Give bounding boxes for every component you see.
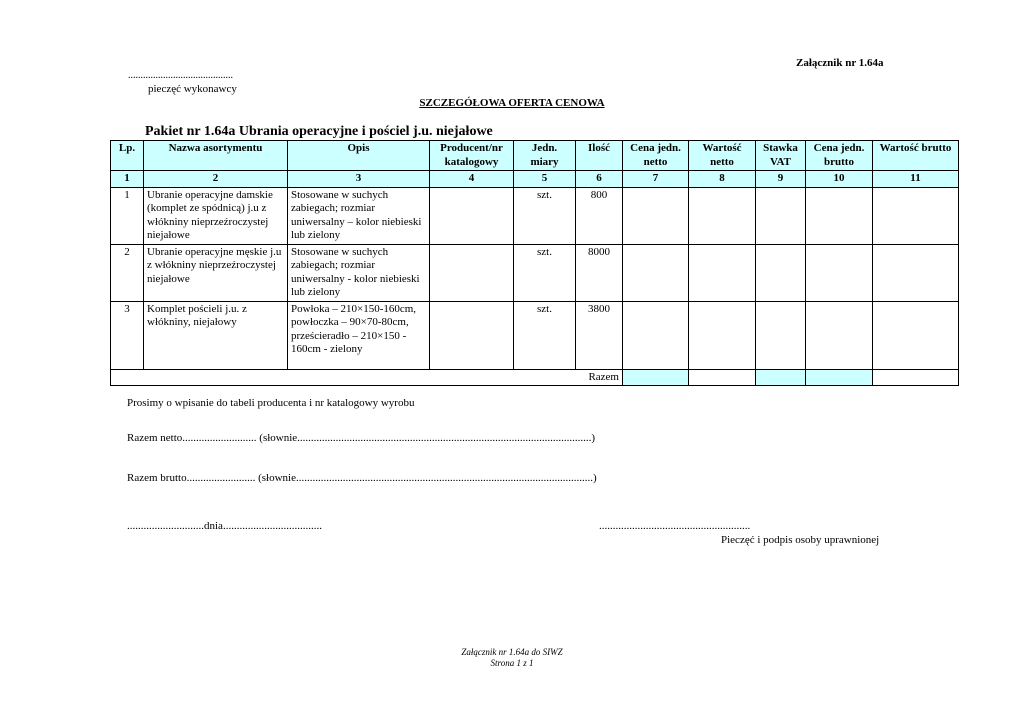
col-header-unit: Jedn. miary xyxy=(514,141,576,171)
attachment-label: Załącznik nr 1.64a xyxy=(796,57,884,69)
col-header-qty: Ilość xyxy=(576,141,623,171)
col-header-vat: Stawka VAT xyxy=(756,141,806,171)
cell-lp: 1 xyxy=(111,187,144,244)
cell-value-net[interactable] xyxy=(689,301,756,369)
column-number-row xyxy=(111,171,959,188)
total-unit-net xyxy=(623,369,689,386)
total-net-words-line: Razem netto........................... (słownie...........................................................................................................) xyxy=(127,432,596,444)
col-number: 2 xyxy=(144,171,288,188)
total-value-net[interactable] xyxy=(689,369,756,386)
offer-title: SZCZEGÓŁOWA OFERTA CENOWA xyxy=(419,97,605,109)
footer-attachment: Załącznik nr 1.64a do SIWZ xyxy=(461,647,563,657)
cell-vat[interactable] xyxy=(756,244,806,301)
col-header-value-gross: Wartość brutto xyxy=(873,141,959,171)
cell-qty: 800 xyxy=(576,187,623,244)
col-number: 8 xyxy=(689,171,756,188)
cell-unit-gross[interactable] xyxy=(806,187,873,244)
package-title: Pakiet nr 1.64a Ubrania operacyjne i pościel j.u. niejałowe xyxy=(145,124,493,139)
col-header-name: Nazwa asortymentu xyxy=(144,141,288,171)
col-header-producer: Producent/nr katalogowy xyxy=(430,141,514,171)
price-table xyxy=(110,140,959,386)
cell-name: Komplet pościeli j.u. z włókniny, niejałowy xyxy=(144,301,288,369)
cell-unit: szt. xyxy=(514,244,576,301)
table-header-row xyxy=(111,141,959,171)
signature-dots: ....................................................... xyxy=(599,520,751,532)
col-number: 9 xyxy=(756,171,806,188)
col-header-value-net: Wartość netto xyxy=(689,141,756,171)
col-header-unit-net: Cena jedn. netto xyxy=(623,141,689,171)
col-number: 4 xyxy=(430,171,514,188)
cell-qty: 8000 xyxy=(576,244,623,301)
col-number: 1 xyxy=(111,171,144,188)
signature-label: Pieczęć i podpis osoby uprawnionej xyxy=(721,534,880,546)
cell-name: Ubranie operacyjne męskie j.u z włókniny nieprzeźroczystej niejałowe xyxy=(144,244,288,301)
cell-value-gross[interactable] xyxy=(873,244,959,301)
cell-desc: Stosowane w suchych zabiegach; rozmiar uniwersalny – kolor niebieski lub zielony xyxy=(288,187,430,244)
table-row xyxy=(111,301,959,369)
cell-value-net[interactable] xyxy=(689,244,756,301)
cell-value-net[interactable] xyxy=(689,187,756,244)
cell-desc: Stosowane w suchych zabiegach; rozmiar uniwersalny - kolor niebieski lub zielony xyxy=(288,244,430,301)
col-header-unit-gross: Cena jedn. brutto xyxy=(806,141,873,171)
col-number: 7 xyxy=(623,171,689,188)
table-row xyxy=(111,187,959,244)
cell-unit: szt. xyxy=(514,187,576,244)
cell-value-gross[interactable] xyxy=(873,301,959,369)
total-unit-gross xyxy=(806,369,873,386)
cell-value-gross[interactable] xyxy=(873,187,959,244)
col-number: 11 xyxy=(873,171,959,188)
instruction-note: Prosimy o wpisanie do tabeli producenta i nr katalogowy wyrobu xyxy=(127,397,415,409)
cell-unit: szt. xyxy=(514,301,576,369)
total-value-gross[interactable] xyxy=(873,369,959,386)
cell-qty: 3800 xyxy=(576,301,623,369)
cell-unit-net[interactable] xyxy=(623,301,689,369)
total-vat xyxy=(756,369,806,386)
date-line: ............................dnia.................................... xyxy=(127,520,322,532)
stamp-label: pieczęć wykonawcy xyxy=(148,83,237,95)
col-number: 10 xyxy=(806,171,873,188)
cell-unit-gross[interactable] xyxy=(806,244,873,301)
cell-producer[interactable] xyxy=(430,301,514,369)
col-number: 5 xyxy=(514,171,576,188)
cell-unit-net[interactable] xyxy=(623,244,689,301)
col-number: 3 xyxy=(288,171,430,188)
col-header-desc: Opis xyxy=(288,141,430,171)
cell-producer[interactable] xyxy=(430,244,514,301)
cell-vat[interactable] xyxy=(756,187,806,244)
cell-unit-gross[interactable] xyxy=(806,301,873,369)
total-row xyxy=(111,369,959,386)
col-number: 6 xyxy=(576,171,623,188)
cell-lp: 3 xyxy=(111,301,144,369)
cell-desc: Powłoka – 210×150-160cm, powłoczka – 90×70-80cm, prześcieradło – 210×150 - 160cm - zielony xyxy=(288,301,430,369)
table-row xyxy=(111,244,959,301)
total-label: Razem xyxy=(111,369,623,386)
cell-vat[interactable] xyxy=(756,301,806,369)
total-gross-words-line: Razem brutto......................... (słownie............................................................................................................) xyxy=(127,472,597,484)
cell-producer[interactable] xyxy=(430,187,514,244)
cell-unit-net[interactable] xyxy=(623,187,689,244)
footer-page-number: Strona 1 z 1 xyxy=(490,658,534,668)
col-header-lp: Lp. xyxy=(111,141,144,171)
cell-lp: 2 xyxy=(111,244,144,301)
stamp-dots: .......................................... xyxy=(128,70,233,81)
cell-name: Ubranie operacyjne damskie (komplet ze spódnicą) j.u z włókniny nieprzeźroczystej niejałowe xyxy=(144,187,288,244)
